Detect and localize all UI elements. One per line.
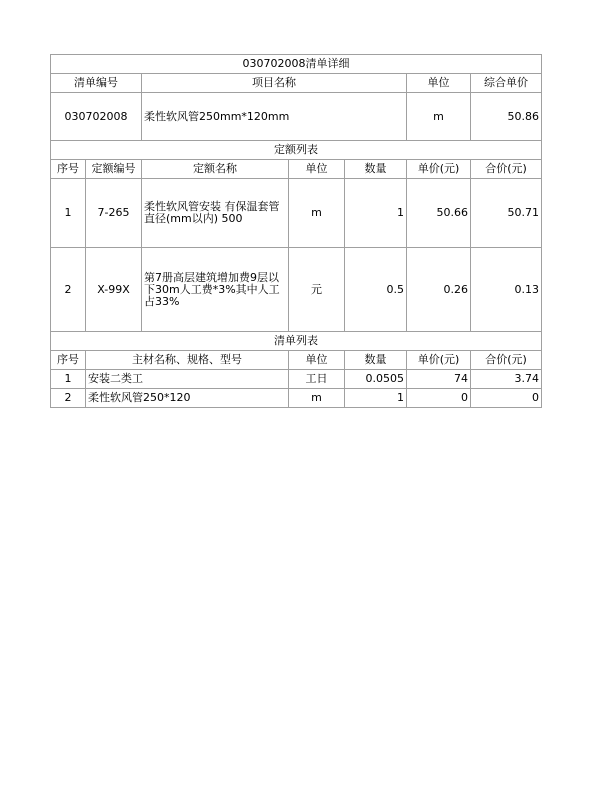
materials-header-unit: 单位 xyxy=(289,351,345,370)
quota-header-name: 定额名称 xyxy=(142,160,289,179)
material-name: 柔性软风管250*120 xyxy=(86,389,289,408)
summary-header-name: 项目名称 xyxy=(142,74,407,93)
materials-section-title: 清单列表 xyxy=(51,332,542,351)
materials-header-total: 合价(元) xyxy=(471,351,542,370)
material-unit: m xyxy=(289,389,345,408)
quota-header-row xyxy=(51,160,542,179)
materials-header-no: 序号 xyxy=(51,351,86,370)
quota-unit: m xyxy=(289,179,345,248)
material-name: 安装二类工 xyxy=(86,370,289,389)
materials-header-qty: 数量 xyxy=(345,351,407,370)
summary-unit: m xyxy=(407,93,471,141)
materials-header-price: 单价(元) xyxy=(407,351,471,370)
material-total: 0 xyxy=(471,389,542,408)
quota-code: 7-265 xyxy=(86,179,142,248)
material-unit: 工日 xyxy=(289,370,345,389)
quota-price: 0.26 xyxy=(407,248,471,332)
material-price: 74 xyxy=(407,370,471,389)
summary-code: 030702008 xyxy=(51,93,142,141)
quota-total: 0.13 xyxy=(471,248,542,332)
table-row xyxy=(51,179,542,248)
quota-no: 2 xyxy=(51,248,86,332)
quota-header-price: 单价(元) xyxy=(407,160,471,179)
material-no: 1 xyxy=(51,370,86,389)
quota-total: 50.71 xyxy=(471,179,542,248)
quota-section-title: 定额列表 xyxy=(51,141,542,160)
quota-name: 柔性软风管安装 有保温套管直径(mm以内) 500 xyxy=(142,179,289,248)
table-row xyxy=(51,248,542,332)
material-total: 3.74 xyxy=(471,370,542,389)
materials-header-row xyxy=(51,351,542,370)
material-no: 2 xyxy=(51,389,86,408)
summary-row xyxy=(51,93,542,141)
summary-name: 柔性软风管250mm*120mm xyxy=(142,93,407,141)
summary-header-price: 综合单价 xyxy=(471,74,542,93)
quota-name: 第7册高层建筑增加费9层以下30m人工费*3%其中人工占33% xyxy=(142,248,289,332)
table-row xyxy=(51,389,542,408)
summary-price: 50.86 xyxy=(471,93,542,141)
quota-code: X-99X xyxy=(86,248,142,332)
quota-header-no: 序号 xyxy=(51,160,86,179)
quota-header-total: 合价(元) xyxy=(471,160,542,179)
summary-header-row xyxy=(51,74,542,93)
bill-detail-table xyxy=(50,54,542,408)
quota-no: 1 xyxy=(51,179,86,248)
materials-header-name: 主材名称、规格、型号 xyxy=(86,351,289,370)
quota-price: 50.66 xyxy=(407,179,471,248)
summary-header-unit: 单位 xyxy=(407,74,471,93)
quota-qty: 1 xyxy=(345,179,407,248)
quota-header-unit: 单位 xyxy=(289,160,345,179)
summary-header-code: 清单编号 xyxy=(51,74,142,93)
material-qty: 1 xyxy=(345,389,407,408)
table-title: 030702008清单详细 xyxy=(51,55,542,74)
material-qty: 0.0505 xyxy=(345,370,407,389)
quota-qty: 0.5 xyxy=(345,248,407,332)
quota-header-code: 定额编号 xyxy=(86,160,142,179)
quota-header-qty: 数量 xyxy=(345,160,407,179)
table-row xyxy=(51,370,542,389)
quota-unit: 元 xyxy=(289,248,345,332)
material-price: 0 xyxy=(407,389,471,408)
